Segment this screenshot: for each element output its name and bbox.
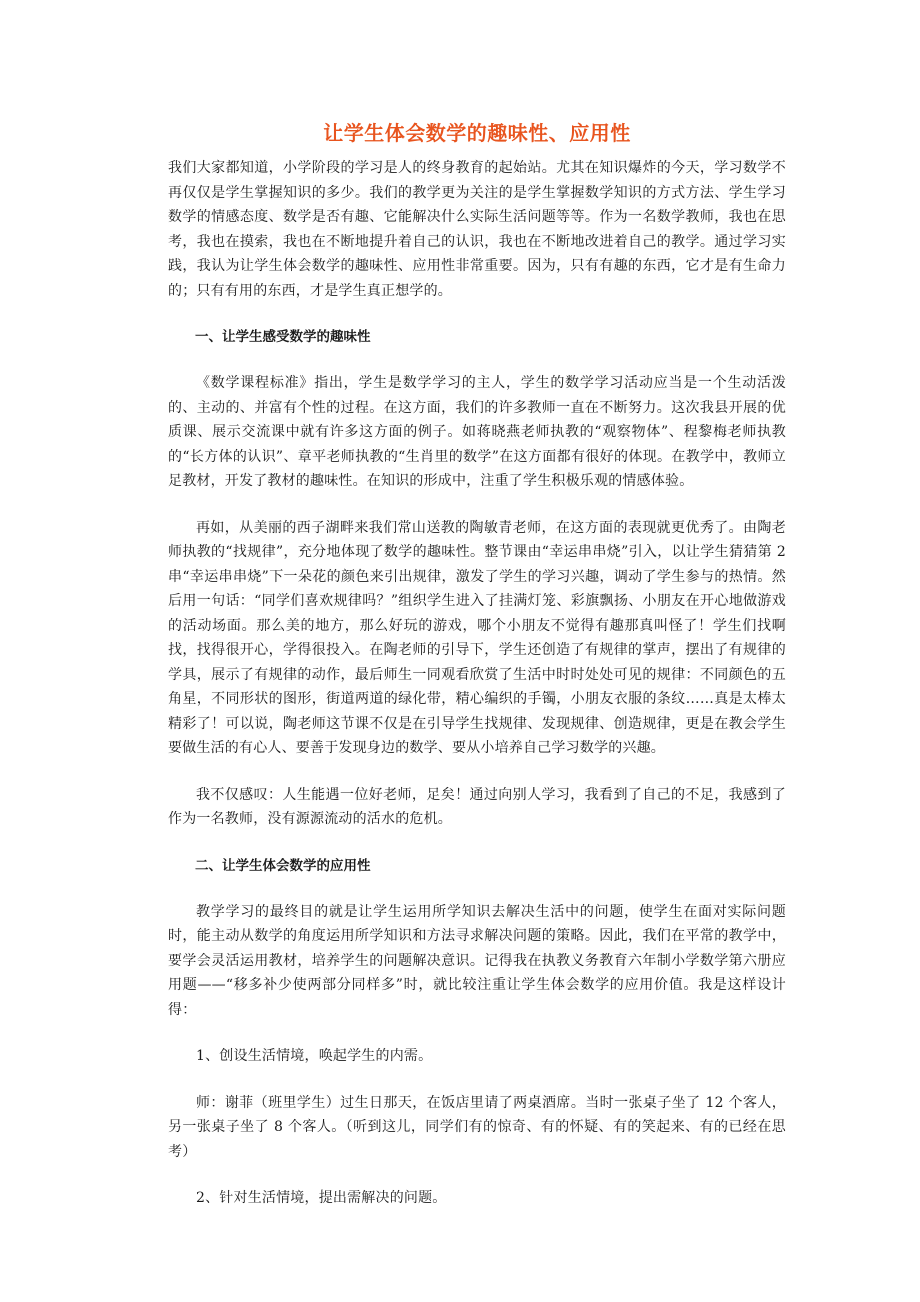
section2-paragraph-1: 教学学习的最终目的就是让学生运用所学知识去解决生活中的问题，使学生在面对实际问题时，能主动从数学的角度运用所学知识和方法寻求解决问题的策略。因此，我们在平常的教学中，要学会灵活运用教材，培养学生的问题解决意识。记得我在执教义务教育六年制小学数学第六册应用题——“移多补少使两部分同样多”时，就比较注重让学生体会数学的应用价值。我是这样设计得：: [168, 903, 786, 1018]
section1-paragraph-3: 我不仅感叹：人生能遇一位好老师，足矣！通过向别人学习，我看到了自己的不足，我感到了作为一名教师，没有源源流动的活水的危机。: [168, 786, 786, 827]
section1-paragraph-2: 再如，从美丽的西子湖畔来我们常山送教的陶敏青老师，在这方面的表现就更优秀了。由陶老师执教的“找规律”，充分地体现了数学的趣味性。整节课由“幸运串串烧”引入，以让学生猜猜第 2 串“幸运串串烧”下一朵花的颜色来引出规律，激发了学生的学习兴趣，调动了学生参与的热情。然后用一句话：“同学们喜欢规律吗？”组织学生进入了挂满灯笼、彩旗飘扬、小朋友在开心地做游戏的活动场面。那么美的地方，那么好玩的游戏，哪个小朋友不觉得有趣那真叫怪了！学生们找啊找，找得很开心，学得很投入。在陶老师的引导下，学生还创造了有规律的掌声，摆出了有规律的学具，展示了有规律的动作，最后师生一同观看欣赏了生活中时时处处可见的规律：不同颜色的五角星，不同形状的图形，街道两道的绿化带，精心编织的手镯，小朋友衣服的条纹……真是太棒太精彩了！可以说，陶老师这节课不仅是在引导学生找规律、发现规律、创造规律，更是在教会学生要做生活的有心人、要善于发现身边的数学、要从小培养自己学习数学的兴趣。: [168, 519, 786, 756]
section2-list-item-2: 2、针对生活情境，提出需解决的问题。: [196, 1190, 447, 1206]
intro-paragraph: 我们大家都知道，小学阶段的学习是人的终身教育的起始站。尤其在知识爆炸的今天，学习数学不再仅仅是学生掌握知识的多少。我们的教学更为关注的是学生掌握数学知识的方式方法、学生学习数学的情感态度、数学是否有趣、它能解决什么实际生活问题等等。作为一名数学教师，我也在思考，我也在摸索，我也在不断地提升着自己的认识，我也在不断地改进着自己的教学。通过学习实践，我认为让学生体会数学的趣味性、应用性非常重要。因为，只有有趣的东西，它才是有生命力的；只有有用的东西，才是学生真正想学的。: [168, 160, 786, 299]
document-page: [168, 118, 786, 1211]
section2-list-item-1: 1、创设生活情境，唤起学生的内需。: [196, 1048, 433, 1064]
section2-paragraph-2: 师：谢菲（班里学生）过生日那天，在饭店里请了两桌酒席。当时一张桌子坐了 12 个客人，另一张桌子坐了 8 个客人。（听到这儿，同学们有的惊奇、有的怀疑、有的笑起来、有的已经在思考）: [168, 1094, 786, 1160]
document-title: 让学生体会数学的趣味性、应用性: [323, 121, 631, 145]
section-heading-2: 二、让学生体会数学的应用性: [195, 857, 371, 874]
section-heading-1: 一、让学生感受数学的趣味性: [195, 329, 371, 345]
section1-paragraph-1: 《数学课程标准》指出，学生是数学学习的主人，学生的数学学习活动应当是一个生动活泼的、主动的、并富有个性的过程。在这方面，我们的许多教师一直在不断努力。这次我县开展的优质课、展示交流课中就有许多这方面的例子。如蒋晓燕老师执教的“观察物体”、程黎梅老师执教的“长方体的认识”、章平老师执教的“生肖里的数学”在这方面都有很好的体现。在教学中，教师立足教材，开发了教材的趣味性。在知识的形成中，注重了学生积极乐观的情感体验。: [168, 375, 786, 489]
